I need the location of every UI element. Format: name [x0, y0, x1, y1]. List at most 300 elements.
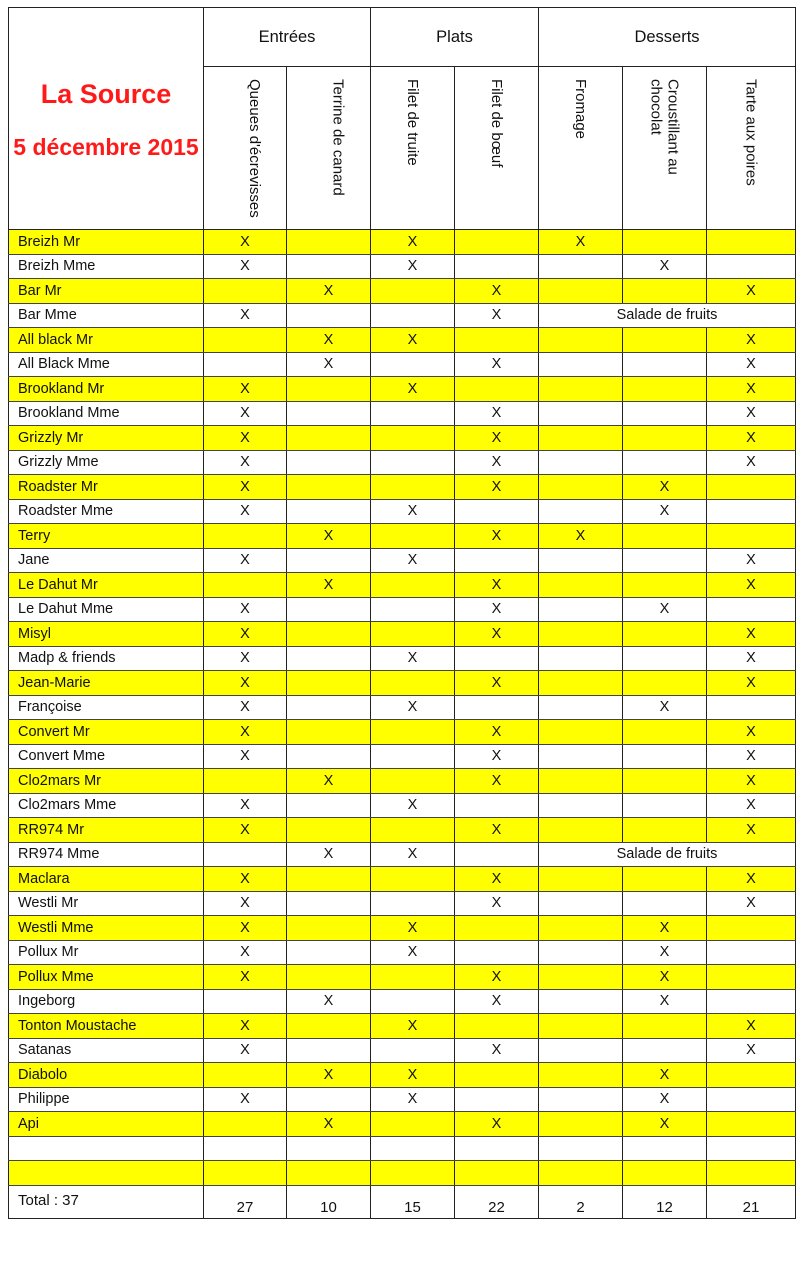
choice-cell [455, 1063, 539, 1088]
table-row [9, 744, 796, 769]
choice-cell [707, 1161, 796, 1186]
choice-cell [287, 720, 371, 745]
table-row [9, 1014, 796, 1039]
choice-cell: X [623, 989, 707, 1014]
total-value: 2 [539, 1185, 623, 1218]
choice-cell [539, 1038, 623, 1063]
choice-cell: X [707, 279, 796, 304]
choice-cell: X [204, 818, 287, 843]
choice-cell: X [371, 499, 455, 524]
choice-cell [623, 1038, 707, 1063]
choice-cell: X [287, 352, 371, 377]
table-row [9, 818, 796, 843]
choice-cell [204, 524, 287, 549]
choice-cell [707, 965, 796, 990]
choice-cell [455, 695, 539, 720]
table-row [9, 475, 796, 500]
choice-cell: X [707, 548, 796, 573]
choice-cell: X [204, 254, 287, 279]
table-row [9, 965, 796, 990]
guest-name: Westli Mr [9, 891, 204, 916]
choice-cell [623, 426, 707, 451]
choice-cell: X [204, 1038, 287, 1063]
choice-cell [707, 499, 796, 524]
choice-cell [707, 1112, 796, 1137]
choice-cell: X [539, 230, 623, 255]
choice-cell [287, 1161, 371, 1186]
choice-cell [539, 499, 623, 524]
choice-cell [371, 1161, 455, 1186]
guest-name: Philippe [9, 1087, 204, 1112]
total-row [9, 1185, 796, 1218]
table-row [9, 573, 796, 598]
guest-name: Jane [9, 548, 204, 573]
choice-cell: X [204, 499, 287, 524]
choice-cell [287, 744, 371, 769]
choice-cell: X [287, 842, 371, 867]
guest-name: Brookland Mr [9, 377, 204, 402]
choice-cell [371, 1112, 455, 1137]
choice-cell [455, 328, 539, 353]
guest-name: RR974 Mme [9, 842, 204, 867]
choice-cell: X [707, 401, 796, 426]
choice-cell [623, 769, 707, 794]
guest-name: Convert Mme [9, 744, 204, 769]
choice-cell: X [707, 426, 796, 451]
choice-cell [371, 279, 455, 304]
choice-cell: X [287, 279, 371, 304]
choice-cell: X [204, 475, 287, 500]
guest-name: Convert Mr [9, 720, 204, 745]
choice-cell [623, 646, 707, 671]
choice-cell: X [371, 328, 455, 353]
choice-cell [707, 1063, 796, 1088]
choice-cell: X [455, 450, 539, 475]
choice-cell [287, 916, 371, 941]
choice-cell: X [371, 940, 455, 965]
table-row [9, 450, 796, 475]
guest-name: All black Mr [9, 328, 204, 353]
choice-cell [371, 1038, 455, 1063]
choice-cell: X [623, 916, 707, 941]
choice-cell [707, 940, 796, 965]
guest-name: Bar Mme [9, 303, 204, 328]
choice-cell [455, 940, 539, 965]
choice-cell [539, 254, 623, 279]
choice-cell: X [204, 622, 287, 647]
choice-cell [287, 475, 371, 500]
guest-name: Pollux Mme [9, 965, 204, 990]
table-row [9, 377, 796, 402]
choice-cell [287, 597, 371, 622]
choice-cell [455, 230, 539, 255]
group-entrees: Entrées [204, 8, 371, 67]
choice-cell [707, 1087, 796, 1112]
choice-cell: X [204, 1014, 287, 1039]
choice-cell [539, 1161, 623, 1186]
choice-cell: X [623, 1112, 707, 1137]
choice-cell [539, 377, 623, 402]
guest-name: Misyl [9, 622, 204, 647]
choice-cell: X [707, 1038, 796, 1063]
choice-cell [455, 548, 539, 573]
choice-cell: X [623, 475, 707, 500]
choice-cell: X [371, 1014, 455, 1039]
choice-cell [371, 622, 455, 647]
choice-cell: X [455, 475, 539, 500]
table-row [9, 328, 796, 353]
choice-cell [623, 867, 707, 892]
choice-cell: X [455, 573, 539, 598]
choice-cell [371, 475, 455, 500]
dessert-note: Salade de fruits [539, 842, 796, 867]
choice-cell [455, 499, 539, 524]
choice-cell: X [455, 769, 539, 794]
choice-cell [539, 965, 623, 990]
dish-label: Filet de truite [404, 79, 421, 166]
choice-cell: X [204, 793, 287, 818]
choice-cell: X [455, 720, 539, 745]
choice-cell: X [623, 499, 707, 524]
choice-cell [371, 891, 455, 916]
choice-cell [287, 1087, 371, 1112]
guest-name [9, 1136, 204, 1161]
choice-cell: X [707, 450, 796, 475]
choice-cell: X [287, 1063, 371, 1088]
choice-cell [371, 426, 455, 451]
choice-cell [539, 989, 623, 1014]
table-row [9, 646, 796, 671]
table-row [9, 548, 796, 573]
choice-cell [539, 720, 623, 745]
choice-cell [287, 965, 371, 990]
choice-cell [287, 1014, 371, 1039]
choice-cell [455, 1136, 539, 1161]
dessert-note: Salade de fruits [539, 303, 796, 328]
choice-cell [707, 475, 796, 500]
choice-cell [455, 1087, 539, 1112]
table-row [9, 230, 796, 255]
menu-sheet [8, 7, 795, 1219]
choice-cell: X [707, 744, 796, 769]
choice-cell: X [707, 671, 796, 696]
table-row [9, 1087, 796, 1112]
choice-cell [539, 695, 623, 720]
choice-cell: X [455, 1038, 539, 1063]
choice-cell [539, 597, 623, 622]
choice-cell: X [623, 1087, 707, 1112]
choice-cell [287, 818, 371, 843]
choice-cell: X [371, 842, 455, 867]
choice-cell: X [455, 989, 539, 1014]
guest-name: Clo2mars Mme [9, 793, 204, 818]
guest-name: Grizzly Mr [9, 426, 204, 451]
choice-cell [539, 818, 623, 843]
table-row [9, 597, 796, 622]
choice-cell: X [455, 891, 539, 916]
choice-cell: X [707, 1014, 796, 1039]
choice-cell [287, 401, 371, 426]
total-value: 22 [455, 1185, 539, 1218]
dish-header [707, 67, 796, 230]
choice-cell: X [371, 548, 455, 573]
choice-cell: X [204, 916, 287, 941]
choice-cell [371, 450, 455, 475]
table-row [9, 867, 796, 892]
choice-cell: X [455, 597, 539, 622]
choice-cell [455, 646, 539, 671]
choice-cell [623, 548, 707, 573]
choice-cell: X [455, 671, 539, 696]
choice-cell [539, 328, 623, 353]
choice-cell [539, 646, 623, 671]
table-row [9, 401, 796, 426]
choice-cell [371, 303, 455, 328]
choice-cell [287, 622, 371, 647]
choice-cell: X [204, 720, 287, 745]
choice-cell [371, 867, 455, 892]
title-cell [9, 8, 204, 230]
choice-cell [204, 1161, 287, 1186]
dish-label: Filet de bœuf [488, 79, 505, 168]
choice-cell: X [707, 573, 796, 598]
choice-cell [623, 230, 707, 255]
choice-cell [539, 573, 623, 598]
choice-cell [371, 1136, 455, 1161]
total-label: Total : 37 [9, 1185, 204, 1218]
total-value: 12 [623, 1185, 707, 1218]
total-value: 15 [371, 1185, 455, 1218]
total-value: 21 [707, 1185, 796, 1218]
choice-cell [623, 352, 707, 377]
table-row [9, 622, 796, 647]
table-row [9, 891, 796, 916]
guest-name: Grizzly Mme [9, 450, 204, 475]
guest-name: Françoise [9, 695, 204, 720]
choice-cell: X [287, 573, 371, 598]
choice-cell [539, 622, 623, 647]
choice-cell: X [204, 426, 287, 451]
guest-name: Le Dahut Mme [9, 597, 204, 622]
choice-cell: X [204, 401, 287, 426]
choice-cell: X [623, 695, 707, 720]
table-row [9, 1063, 796, 1088]
guest-name: Maclara [9, 867, 204, 892]
guest-name: Clo2mars Mr [9, 769, 204, 794]
choice-cell [371, 818, 455, 843]
choice-cell [287, 646, 371, 671]
choice-cell [707, 1136, 796, 1161]
choice-cell [287, 1038, 371, 1063]
choice-cell: X [455, 426, 539, 451]
table-row [9, 940, 796, 965]
choice-cell: X [204, 744, 287, 769]
choice-cell: X [371, 1063, 455, 1088]
total-value: 27 [204, 1185, 287, 1218]
choice-cell: X [707, 328, 796, 353]
choice-cell [623, 1161, 707, 1186]
choice-cell [623, 328, 707, 353]
table-row [9, 842, 796, 867]
choice-cell [539, 1063, 623, 1088]
guest-name: Ingeborg [9, 989, 204, 1014]
choice-cell: X [455, 352, 539, 377]
guest-name: Bar Mr [9, 279, 204, 304]
dish-label: Terrine de canard [329, 79, 347, 196]
choice-cell: X [455, 622, 539, 647]
choice-cell: X [371, 254, 455, 279]
choice-cell: X [204, 965, 287, 990]
choice-cell [287, 793, 371, 818]
choice-cell: X [204, 940, 287, 965]
choice-cell [204, 989, 287, 1014]
choice-cell: X [204, 671, 287, 696]
restaurant-title: La Source [40, 78, 172, 109]
choice-cell [371, 989, 455, 1014]
choice-cell: X [623, 940, 707, 965]
choice-cell [539, 1112, 623, 1137]
table-row [9, 499, 796, 524]
choice-cell [287, 254, 371, 279]
table-row [9, 1136, 796, 1161]
choice-cell [623, 818, 707, 843]
choice-cell: X [539, 524, 623, 549]
table-row [9, 695, 796, 720]
choice-cell [287, 867, 371, 892]
choice-cell: X [371, 1087, 455, 1112]
choice-cell: X [287, 989, 371, 1014]
dish-label: Croustillant au chocolat [647, 79, 682, 175]
choice-cell [539, 1087, 623, 1112]
choice-cell: X [371, 230, 455, 255]
choice-cell [623, 401, 707, 426]
choice-cell: X [623, 1063, 707, 1088]
choice-cell [623, 891, 707, 916]
choice-cell [623, 1014, 707, 1039]
choice-cell [204, 573, 287, 598]
event-date: 5 décembre 2015 [13, 133, 199, 160]
guest-name: Terry [9, 524, 204, 549]
choice-cell [707, 597, 796, 622]
choice-cell: X [204, 891, 287, 916]
choice-cell [287, 940, 371, 965]
group-desserts: Desserts [539, 8, 796, 67]
guest-name: Brookland Mme [9, 401, 204, 426]
choice-cell: X [371, 916, 455, 941]
choice-cell: X [204, 230, 287, 255]
choice-cell: X [623, 254, 707, 279]
choice-cell [539, 916, 623, 941]
choice-cell: X [707, 622, 796, 647]
choice-cell: X [455, 818, 539, 843]
choice-cell [623, 377, 707, 402]
choice-cell [623, 622, 707, 647]
choice-cell: X [204, 1087, 287, 1112]
dish-label: Queues d'écrevisses [246, 79, 263, 218]
choice-cell [707, 230, 796, 255]
guest-name: Roadster Mme [9, 499, 204, 524]
choice-cell: X [204, 867, 287, 892]
choice-cell [204, 328, 287, 353]
choice-cell: X [707, 818, 796, 843]
choice-cell [539, 793, 623, 818]
choice-cell [371, 352, 455, 377]
choice-cell [539, 352, 623, 377]
guest-name: Roadster Mr [9, 475, 204, 500]
choice-cell [707, 989, 796, 1014]
choice-cell: X [707, 793, 796, 818]
dish-header [539, 67, 623, 230]
choice-cell: X [204, 303, 287, 328]
choice-cell: X [204, 597, 287, 622]
choice-cell: X [455, 867, 539, 892]
dish-label: Tarte aux poires [742, 79, 760, 186]
choice-cell: X [455, 303, 539, 328]
choice-cell [371, 965, 455, 990]
choice-cell [371, 401, 455, 426]
table-row [9, 1161, 796, 1186]
table-row [9, 720, 796, 745]
guest-name: Api [9, 1112, 204, 1137]
dish-label: Fromage [572, 79, 589, 140]
choice-cell [539, 475, 623, 500]
choice-cell [204, 352, 287, 377]
choice-cell [539, 671, 623, 696]
choice-cell: X [204, 646, 287, 671]
guest-name: Le Dahut Mr [9, 573, 204, 598]
choice-cell [371, 597, 455, 622]
choice-cell: X [287, 1112, 371, 1137]
table-row [9, 671, 796, 696]
choice-cell [539, 1014, 623, 1039]
choice-cell: X [707, 720, 796, 745]
table-row [9, 279, 796, 304]
table-row [9, 916, 796, 941]
guest-name: Jean-Marie [9, 671, 204, 696]
choice-cell [623, 1136, 707, 1161]
choice-cell: X [455, 965, 539, 990]
table-row [9, 1112, 796, 1137]
choice-cell [287, 1136, 371, 1161]
table-row [9, 426, 796, 451]
choice-cell [623, 450, 707, 475]
choice-cell [539, 548, 623, 573]
total-value: 10 [287, 1185, 371, 1218]
choice-cell: X [455, 1112, 539, 1137]
table-row [9, 303, 796, 328]
choice-cell [287, 671, 371, 696]
dish-header [287, 67, 371, 230]
choice-cell [287, 548, 371, 573]
choice-cell [539, 450, 623, 475]
table-row [9, 524, 796, 549]
choice-cell [539, 279, 623, 304]
guest-name: Pollux Mr [9, 940, 204, 965]
choice-cell [287, 695, 371, 720]
table-row [9, 989, 796, 1014]
choice-cell [287, 891, 371, 916]
choice-cell [287, 499, 371, 524]
choice-cell [287, 377, 371, 402]
choice-cell [287, 230, 371, 255]
choice-cell [371, 769, 455, 794]
choice-cell [455, 1014, 539, 1039]
choice-cell: X [455, 524, 539, 549]
choice-cell [623, 279, 707, 304]
choice-cell: X [707, 377, 796, 402]
choice-cell [455, 377, 539, 402]
choice-cell [455, 1161, 539, 1186]
